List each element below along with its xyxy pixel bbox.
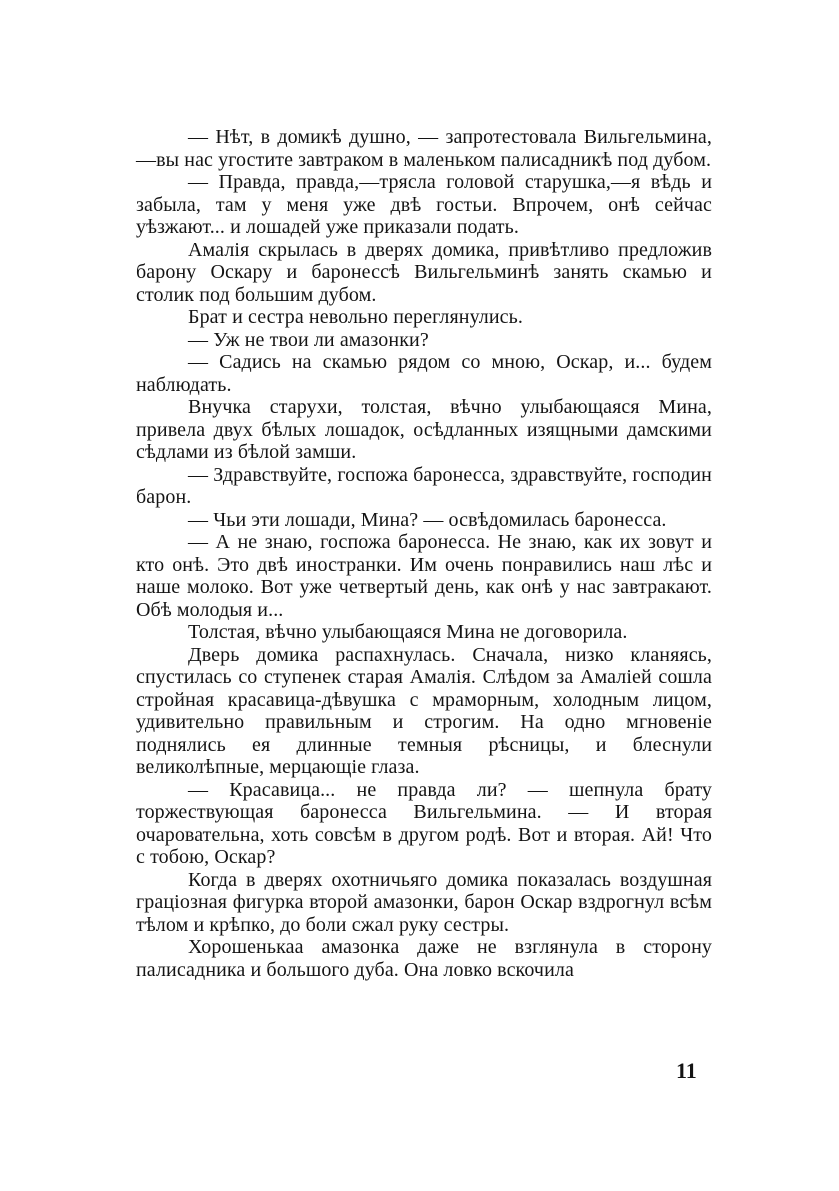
paragraph: Хорошенькаа амазонка даже не взглянула в сторону палисадника и большого дуба. Она ловко вскочила: [136, 936, 712, 981]
paragraph: — Правда, правда,—трясла головой старушка,—я вѣдь и забыла, там у меня уже двѣ гостьи. Впрочем, онѣ сейчас уѣзжают... и лошадей уже приказали подать.: [136, 171, 712, 238]
page-body-text: [136, 126, 712, 981]
paragraph: Толстая, вѣчно улыбающаяся Мина не договорила.: [188, 621, 628, 643]
page-number: 11: [676, 1058, 697, 1083]
paragraph: — Красавица... не правда ли? — шепнула брату торжествующая баронесса Вильгельмина. — И вторая очаровательна, хоть совсѣм в другом родѣ. Вот и вторая. Ай! Что с тобою, Оскар?: [136, 778, 712, 868]
paragraph: — Садись на скамью рядом со мною, Оскар, и... будем наблюдать.: [136, 351, 712, 396]
paragraph: — Чьи эти лошади, Мина? — освѣдомилась баронесса.: [188, 508, 667, 531]
paragraph: — Нѣт, в домикѣ душно, — запротестовала Вильгельмина,—вы нас угостите завтраком в маленьком палисадникѣ под дубом.: [136, 126, 712, 171]
paragraph: — Уж не твои ли амазонки?: [188, 328, 429, 351]
paragraph: Дверь домика распахнулась. Сначала, низко кланяясь, спустилась со ступенек старая Амалія. Слѣдом за Амаліей сошла стройная красавица-дѣвушка с мраморным, холодным лицом, удивительно правильным и строгим. На одно мгновеніе поднялись ея длинные темныя рѣсницы, и блеснули великолѣпные, мерцающіе глаза.: [136, 643, 712, 778]
paragraph: Амалія скрылась в дверях домика, привѣтливо предложив барону Оскару и баронессѣ Вильгельминѣ занять скамью и столик под большим дубом.: [136, 238, 712, 306]
paragraph: Внучка старухи, толстая, вѣчно улыбающаяся Мина, привела двух бѣлых лошадок, осѣдланных изящными дамскими сѣдлами из бѣлой замши.: [136, 396, 712, 463]
paragraph: — Здравствуйте, госпожа баронесса, здравствуйте, господин барон.: [136, 463, 712, 508]
paragraph: Когда в дверях охотничьяго домика показалась воздушная граціозная фигурка второй амазонки, барон Оскар вздрогнул всѣм тѣлом и крѣпко, до боли сжал руку сестры.: [136, 868, 712, 936]
paragraph: Брат и сестра невольно переглянулись.: [188, 306, 523, 328]
paragraph: — А не знаю, госпожа баронесса. Не знаю, как их зовут и кто онѣ. Это двѣ иностранки. Им очень понравились наш лѣс и наше молоко. Вот уже четвертый день, как онѣ у нас завтракают. Обѣ молодыя и...: [136, 531, 712, 621]
